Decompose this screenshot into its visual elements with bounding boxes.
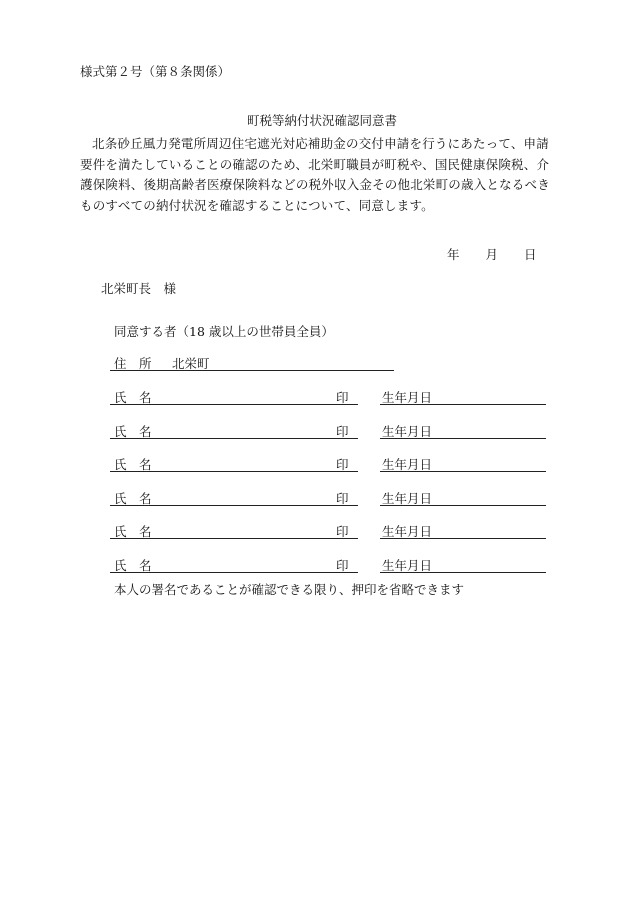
date-month-label: 月 xyxy=(485,247,499,262)
seal-label: 印 xyxy=(336,390,349,405)
birthdate-field-line[interactable] xyxy=(380,505,546,506)
consenters-heading: 同意する者（18 歳以上の世帯員全員） xyxy=(114,324,334,339)
birthdate-label: 生年月日 xyxy=(382,424,433,439)
seal-label: 印 xyxy=(336,524,349,539)
birthdate-field-line[interactable] xyxy=(380,438,546,439)
address-field-line[interactable] xyxy=(110,370,394,371)
name-label: 氏 名 xyxy=(114,390,152,405)
addressee: 北栄町長 様 xyxy=(101,281,177,296)
document-title: 町税等納付状況確認同意書 xyxy=(247,113,398,128)
name-label: 氏 名 xyxy=(114,457,152,472)
birthdate-field-line[interactable] xyxy=(380,404,546,405)
seal-label: 印 xyxy=(336,424,349,439)
date-day-label: 日 xyxy=(524,247,537,262)
birthdate-label: 生年月日 xyxy=(382,390,433,405)
date-year-label: 年 xyxy=(447,247,460,262)
birthdate-field-line[interactable] xyxy=(380,538,546,539)
name-field-line[interactable] xyxy=(110,438,358,439)
name-label: 氏 名 xyxy=(114,524,152,539)
birthdate-label: 生年月日 xyxy=(382,457,433,472)
date-field[interactable] xyxy=(447,245,537,263)
birthdate-field-line[interactable] xyxy=(380,471,546,472)
name-label: 氏 名 xyxy=(114,424,152,439)
name-field-line[interactable] xyxy=(110,471,358,472)
seal-label: 印 xyxy=(336,457,349,472)
consent-body-text: 北条砂丘風力発電所周辺住宅遮光対応補助金の交付申請を行うにあたって、申請要件を満たしていることの確認のため、北栄町職員が町税や、国民健康保険税、介護保険料、後期高齢者医療保険料などの税外収入金その他北栄町の歳入となるべきものすべての納付状況を確認することについて、同意します。 xyxy=(80,136,550,213)
name-field-line[interactable] xyxy=(110,572,358,573)
address-label: 住 所 xyxy=(114,356,152,371)
birthdate-label: 生年月日 xyxy=(382,558,433,573)
seal-label: 印 xyxy=(336,491,349,506)
name-field-line[interactable] xyxy=(110,538,358,539)
name-label: 氏 名 xyxy=(114,558,152,573)
birthdate-label: 生年月日 xyxy=(382,491,433,506)
address-value: 北栄町 xyxy=(172,356,210,371)
name-field-line[interactable] xyxy=(110,404,358,405)
birthdate-label: 生年月日 xyxy=(382,524,433,539)
name-label: 氏 名 xyxy=(114,491,152,506)
birthdate-field-line[interactable] xyxy=(380,572,546,573)
seal-label: 印 xyxy=(336,558,349,573)
name-field-line[interactable] xyxy=(110,505,358,506)
footer-note: 本人の署名であることが確認できる限り、押印を省略できます xyxy=(114,582,465,597)
form-number: 様式第２号（第８条関係） xyxy=(80,64,231,79)
